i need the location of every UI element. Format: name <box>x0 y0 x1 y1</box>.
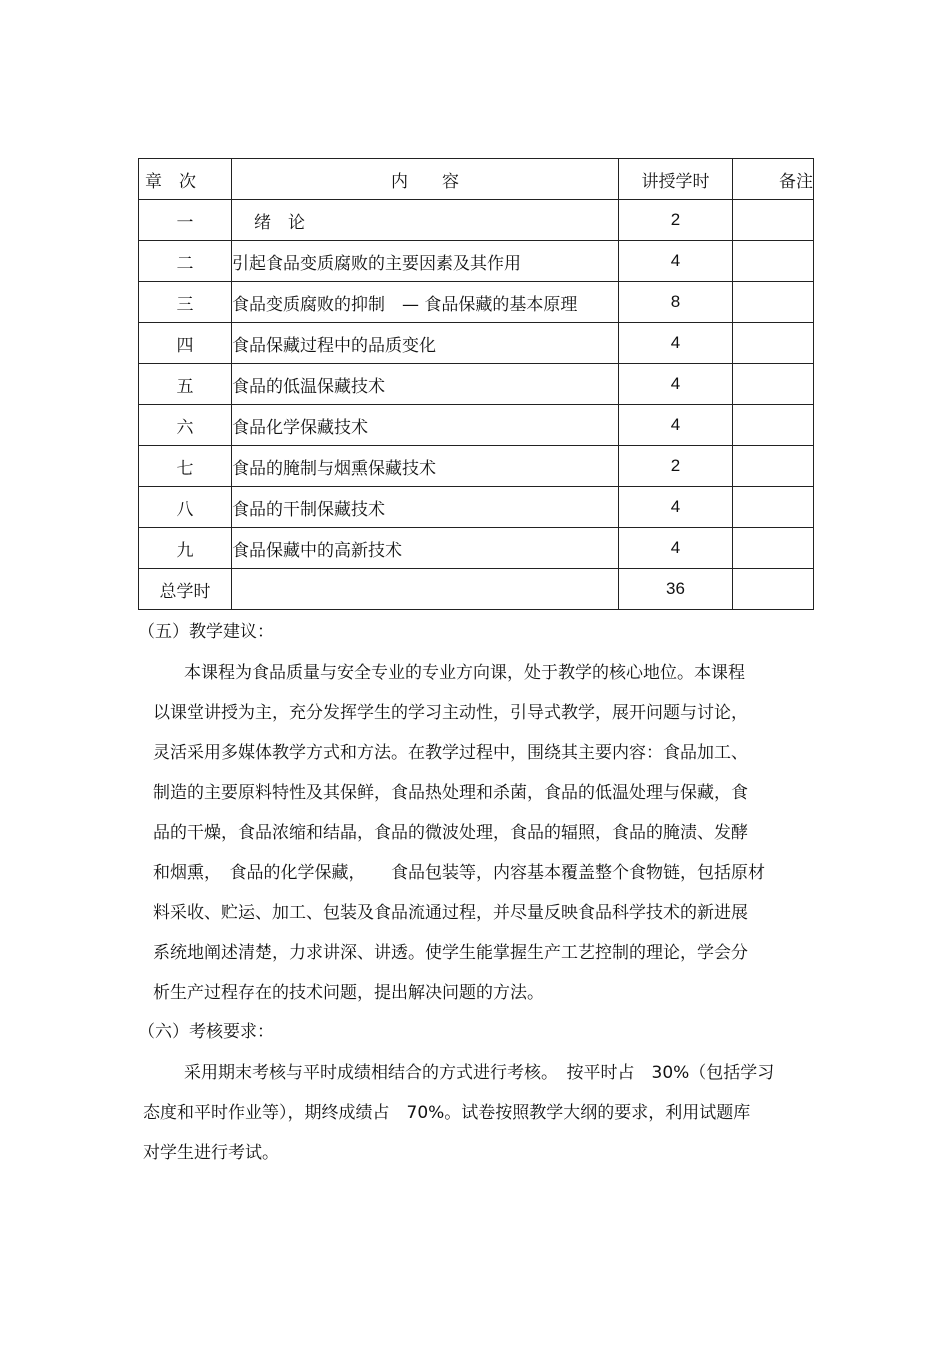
section5-line: 析生产过程存在的技术问题，提出解决问题的方法。 <box>153 983 544 1003</box>
row-chapter: 七 <box>139 446 232 487</box>
table-row <box>139 282 814 323</box>
section5-line: 品的干燥，食品浓缩和结晶，食品的微波处理，食品的辐照，食品的腌渍、发酵 <box>153 823 748 843</box>
section6-line: 态度和平时作业等），期终成绩占 70%。试卷按照教学大纲的要求，利用试题库 <box>143 1103 751 1123</box>
row-note <box>733 282 814 323</box>
total-content <box>232 569 619 610</box>
row-content: 食品变质腐败的抑制 — 食品保藏的基本原理 <box>232 282 619 323</box>
row-note <box>733 446 814 487</box>
total-label: 总学时 <box>139 569 232 610</box>
row-chapter: 三 <box>139 282 232 323</box>
total-note <box>733 569 814 610</box>
row-content: 食品的低温保藏技术 <box>232 364 619 405</box>
table-row <box>139 200 814 241</box>
section5-line: 料采收、贮运、加工、包装及食品流通过程，并尽量反映食品科学技术的新进展 <box>153 903 748 923</box>
row-hours: 4 <box>619 364 733 405</box>
row-content: 引起食品变质腐败的主要因素及其作用 <box>232 241 619 282</box>
table-row <box>139 446 814 487</box>
header-chapter: 章 次 <box>139 159 232 200</box>
row-hours: 4 <box>619 323 733 364</box>
row-content: 绪 论 <box>232 200 619 241</box>
row-chapter: 二 <box>139 241 232 282</box>
row-content: 食品保藏过程中的品质变化 <box>232 323 619 364</box>
section6-line: 采用期末考核与平时成绩相结合的方式进行考核。 按平时占 30%（包括学习 <box>184 1063 775 1083</box>
section5-line: 制造的主要原料特性及其保鲜，食品热处理和杀菌，食品的低温处理与保藏，食 <box>153 783 748 803</box>
row-hours: 4 <box>619 487 733 528</box>
row-hours: 2 <box>619 200 733 241</box>
row-note <box>733 323 814 364</box>
row-content: 食品的腌制与烟熏保藏技术 <box>232 446 619 487</box>
table-row <box>139 405 814 446</box>
row-hours: 4 <box>619 241 733 282</box>
row-chapter: 六 <box>139 405 232 446</box>
row-content: 食品保藏中的高新技术 <box>232 528 619 569</box>
section5-heading: （五）教学建议： <box>138 622 274 642</box>
header-note: 备注 <box>733 159 814 200</box>
row-chapter: 一 <box>139 200 232 241</box>
table-row <box>139 241 814 282</box>
table-total-row <box>139 569 814 610</box>
row-note <box>733 364 814 405</box>
row-note <box>733 241 814 282</box>
row-chapter: 四 <box>139 323 232 364</box>
section6-heading: （六）考核要求： <box>138 1022 274 1042</box>
row-chapter: 五 <box>139 364 232 405</box>
table-row <box>139 323 814 364</box>
section6-line: 对学生进行考试。 <box>143 1143 279 1163</box>
row-chapter: 九 <box>139 528 232 569</box>
section5-line: 灵活采用多媒体教学方式和方法。在教学过程中，围绕其主要内容：食品加工、 <box>153 743 748 763</box>
row-chapter: 八 <box>139 487 232 528</box>
section5-line: 和烟熏， 食品的化学保藏， 食品包装等，内容基本覆盖整个食物链，包括原材 <box>153 863 765 883</box>
total-hours: 36 <box>619 569 733 610</box>
row-hours: 4 <box>619 405 733 446</box>
section5-line: 系统地阐述清楚，力求讲深、讲透。使学生能掌握生产工艺控制的理论，学会分 <box>153 943 748 963</box>
section5-line: 本课程为食品质量与安全专业的专业方向课，处于教学的核心地位。本课程 <box>184 663 745 683</box>
header-hours: 讲授学时 <box>619 159 733 200</box>
row-hours: 4 <box>619 528 733 569</box>
table-row <box>139 487 814 528</box>
row-content: 食品的干制保藏技术 <box>232 487 619 528</box>
table-row <box>139 528 814 569</box>
row-note <box>733 487 814 528</box>
row-note <box>733 528 814 569</box>
row-content: 食品化学保藏技术 <box>232 405 619 446</box>
header-content: 内 容 <box>232 159 619 200</box>
table-row <box>139 364 814 405</box>
section5-line: 以课堂讲授为主，充分发挥学生的学习主动性，引导式教学，展开问题与讨论， <box>153 703 748 723</box>
row-note <box>733 405 814 446</box>
row-hours: 8 <box>619 282 733 323</box>
table-header-row <box>139 159 814 200</box>
course-hours-table <box>138 158 814 610</box>
row-hours: 2 <box>619 446 733 487</box>
row-note <box>733 200 814 241</box>
